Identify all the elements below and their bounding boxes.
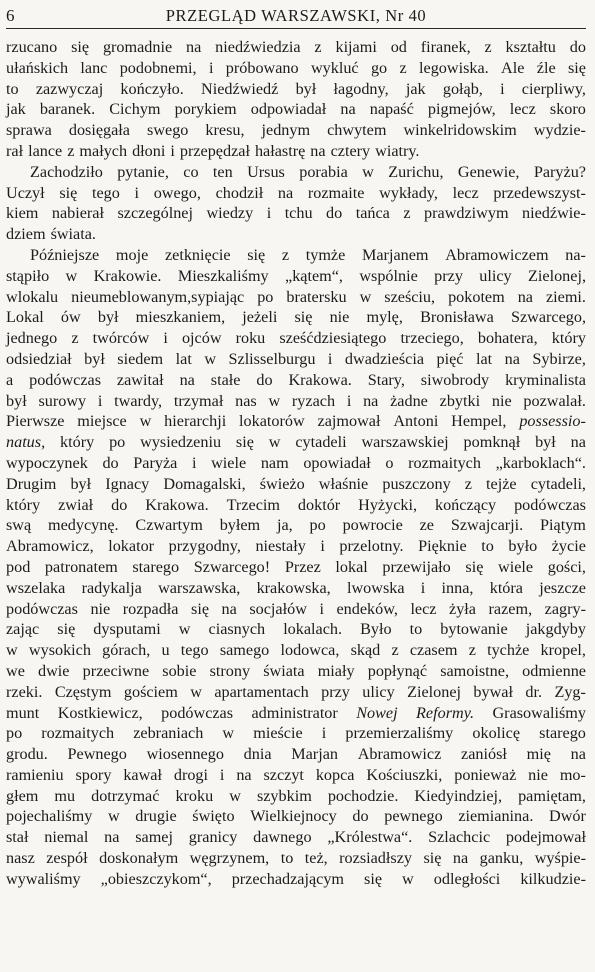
text-line: zając się dysputami w ciasnych lokalach. Było to bytowanie jakgdyby [6, 620, 586, 639]
journal-title: PRZEGLĄD WARSZAWSKI, Nr 40 [165, 6, 427, 25]
text-line: Lokal ów był mieszkaniem, jeżeli się nie mylę, Bronisława Szwarcego, [6, 308, 586, 327]
text-line: nasz zespół doskonałym węgrzynem, to też, rozsiadłszy się na ganku, wyśpie- [6, 849, 586, 868]
text-line: swą medycynę. Czwartym byłem ja, po powrocie ze Szwajcarji. Piątym [6, 516, 586, 535]
text-line: grodu. Pewnego wiosennego dnia Marjan Abramowicz zaniósł mię na [6, 745, 586, 764]
text-line: Drugim był Ignacy Domagalski, świeżo właśnie puszczony z tejże cytadeli, [6, 474, 586, 493]
text-line: wypoczynek do Paryża i wiele nam opowiadał o rozmaitych „karboklach“. [6, 453, 586, 472]
text-line: munt Kostkiewicz, podówczas administrator Nowej Reformy. Grasowaliśmy [6, 703, 586, 722]
text-line: ułańskich lanc podobnemi, i próbowano wykluć go z legowiska. Ale źle się [6, 58, 586, 77]
running-header [6, 6, 586, 29]
text-line: we dwie przeciwne sobie strony świata miały popłynąć samoistne, odmienne [6, 661, 586, 680]
text-line: stąpiło w Krakowie. Mieszkaliśmy „kątem“, wspólnie przy ulicy Zielonej, [6, 266, 586, 285]
text-line: podówczas nie rozpadła się na socjałów i endeków, lecz żyła razem, zagry- [6, 599, 586, 618]
text-line: rzucano się gromadnie na niedźwiedzia z kijami od firanek, z kształtu do [6, 38, 586, 56]
text-line: Pierwsze miejsce w hierarchji lokatorów zajmował Antoni Hempel, possessio- [6, 412, 586, 431]
text-line: wszelaka radykalja warszawska, krakowska, lwowska i inna, która jeszcze [6, 578, 586, 597]
text-line: wywaliśmy „obieszczykom“, przechadzającym się w odległości kilkudzie- [6, 869, 586, 888]
text-line: który zwiał do Krakowa. Trzecim doktór Hyżycki, kończący podówczas [6, 495, 586, 514]
text-line: Uczył się tego i owego, chodził na rozmaite wykłady, lecz przedewszyst- [6, 183, 586, 202]
text-line: po rozmaitych zebraniach w mieście i przemierzaliśmy okolicę starego [6, 724, 586, 743]
text-line: odsiedział był siedem lat w Szlisselburgu i dwadzieścia pięć lat na Sybirze, [6, 349, 586, 368]
text-line: pojechaliśmy w drugie święto Wielkiejnocy do pewnego ziemianina. Dwór [6, 807, 586, 826]
text-line: natus, który po wysiedzeniu się w cytadeli warszawskiej pomknął był na [6, 433, 586, 452]
text-line: w wysokich górach, u tego samego lodowca, skąd z czasem z tychże kropel, [6, 641, 586, 660]
text-line: kiem nabierał szczególnej wiedzy i tchu do tańca z prawdziwym niedźwie- [6, 204, 586, 223]
text-line: Późniejsze moje zetknięcie się z tymże Marjanem Abramowiczem na- [30, 245, 586, 264]
text-line: to zazwyczaj kończyło. Niedźwiedź był łagodny, jak gołąb, i cierpliwy, [6, 79, 586, 98]
page-number: 6 [6, 6, 15, 25]
text-line: pod patronatem starego Szwarcego! Przez lokal przewijało się wiele gości, [6, 557, 586, 576]
text-line: a podówczas zawitał na stałe do Krakowa. Stary, siwobrody kryminalista [6, 370, 586, 389]
text-line: ramieniu spory kawał drogi i na szczyt kopca Kościuszki, ponieważ nie mo- [6, 765, 586, 784]
text-line: jak baranek. Cichym porykiem odpowiadał na napaść pigmejów, lecz skoro [6, 100, 586, 119]
text-line: rzeki. Częstym gościem w apartamentach przy ulicy Zielonej bywał dr. Zyg- [6, 682, 586, 701]
text-line: sprawa dosięgała swego kresu, jednym chwytem winkelridowskim wydzie- [6, 121, 586, 140]
text-line: Zachodziło pytanie, co ten Ursus porabia w Zurichu, Genewie, Paryżu? [30, 162, 586, 181]
text-line: Abramowicz, lokator przygodny, niestały i przelotny. Pięknie to było życie [6, 537, 586, 556]
text-line: był surowy i twardy, trzymał nas w ryzach i na żadne zbytki nie pozwalał. [6, 391, 586, 410]
body-text [6, 37, 586, 890]
text-line: dziem świata. [6, 225, 96, 244]
text-line: głem mu dotrzymać kroku w szybkim pochodzie. Kiedyindziej, pamiętam, [6, 786, 586, 805]
text-line: wlokalu nieumeblowanym,sypiając po bratersku w sześciu, pokotem na ziemi. [6, 287, 586, 306]
text-line: jednego z twórców i ojców roku sześćdziesiątego trzeciego, bohatera, który [6, 329, 586, 348]
text-line: stał niemal na samej granicy dawnego „Królestwa“. Szlachcic podejmował [6, 828, 586, 847]
text-line: rał lance z małych dłoni i przepędzał hałastrę na cztery wiatry. [6, 141, 420, 160]
